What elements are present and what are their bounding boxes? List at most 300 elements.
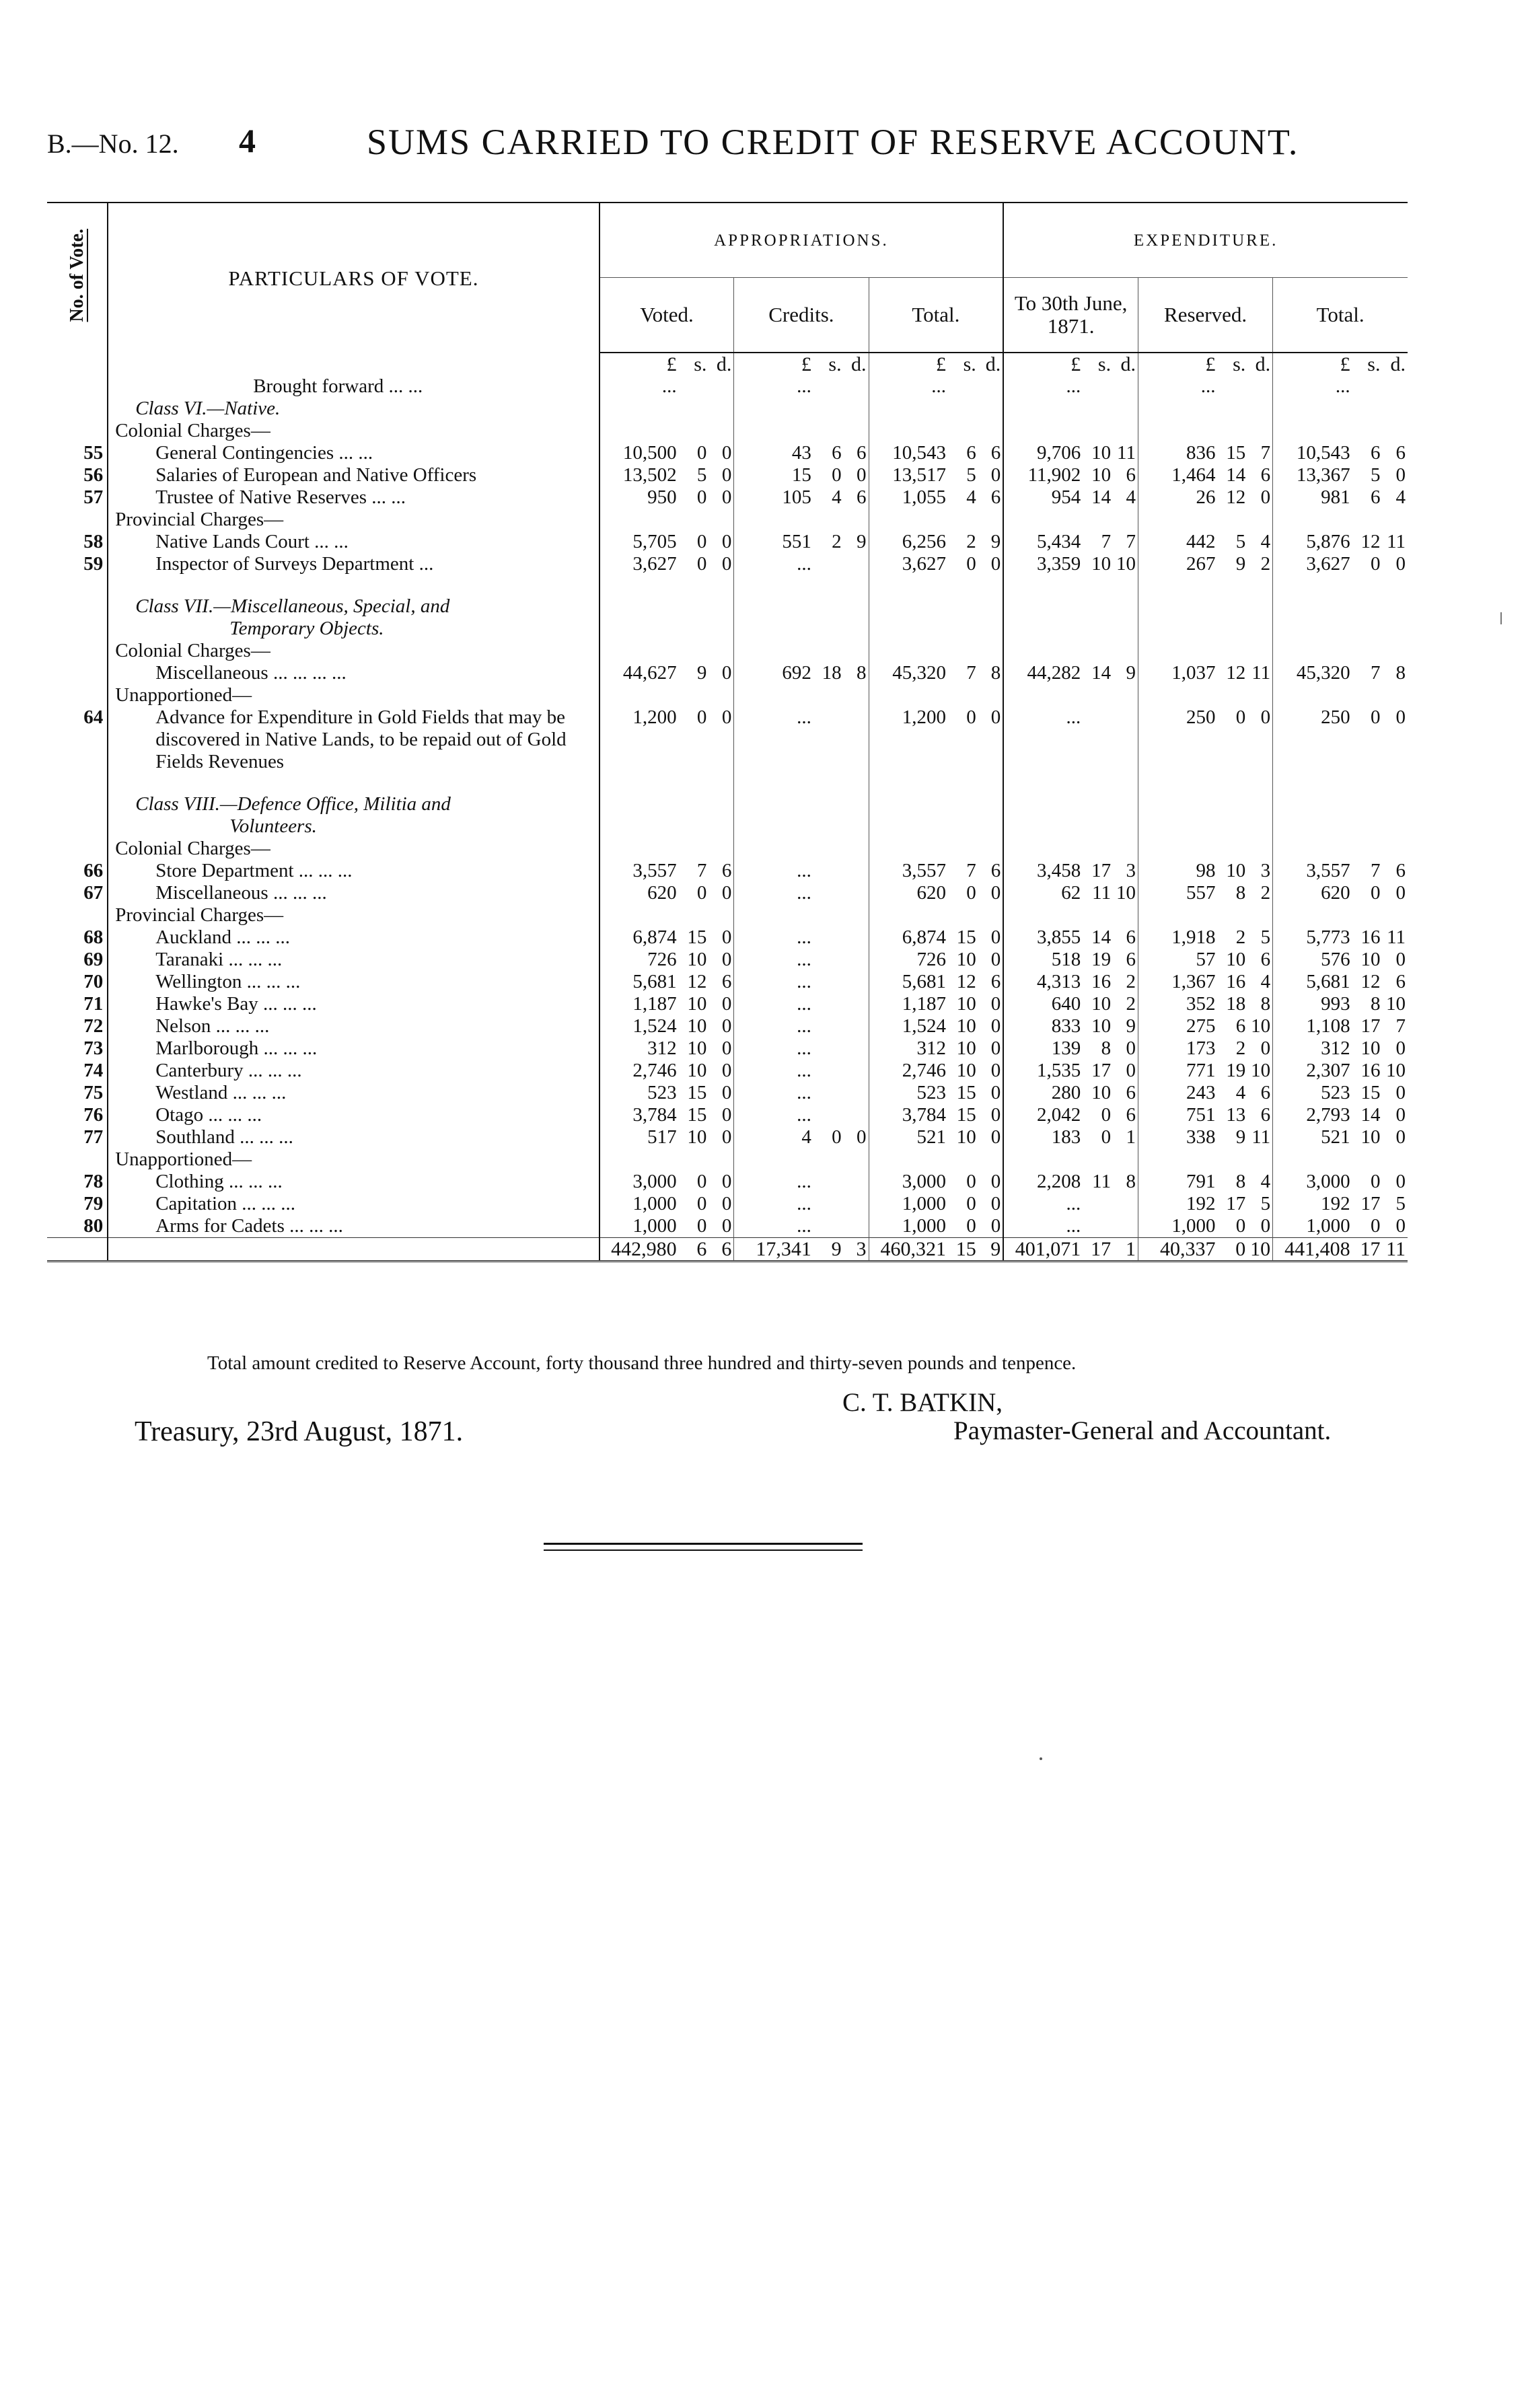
pounds-value: 3,784 [869,1104,950,1126]
pounds-value: 4,313 [1003,971,1085,993]
pounds-value: 3,557 [600,860,681,882]
table-row [47,1193,1408,1215]
vote-particulars: Southland ... ... ... [108,1126,599,1148]
pence-value: 6 [1395,971,1406,992]
pounds-value: 243 [1138,1082,1219,1104]
shillings-value: 0 [696,1171,707,1192]
table-row [47,662,1408,684]
shillings-value: 0 [696,553,707,575]
pence-value: 10 [1116,882,1136,904]
pounds-value: 45,320 [869,662,950,684]
pounds-value: 2,746 [600,1060,681,1082]
pence-value: 0 [1395,1082,1406,1103]
pounds-value: 620 [600,882,681,904]
empty-cell [734,684,815,706]
shillings-value: 2 [1235,926,1246,948]
vote-number: 68 [83,926,104,948]
pounds-value: 523 [869,1082,950,1104]
date-line: Treasury, 23rd August, 1871. [135,1416,464,1447]
shillings-value: 17 [1226,1193,1246,1214]
pound-unit: £ [1138,353,1219,375]
pence-value: 6 [1126,949,1136,970]
pence-value: 0 [1395,1171,1406,1192]
pence-value: 11 [1387,926,1406,948]
empty-cell [734,640,815,662]
vote-particulars: Inspector of Surveys Department ... [108,553,599,575]
class-heading-row [47,793,1408,815]
pounds-value: ... [734,971,815,993]
pounds-value: 3,855 [1003,926,1085,949]
table-row [47,1215,1408,1238]
shillings-value: 8 [1235,1171,1246,1192]
pence-value: 0 [1395,464,1406,486]
pence-value: 5 [1260,926,1271,948]
empty-cell [1219,815,1247,838]
empty-cell [1382,595,1408,618]
pounds-value: 11,902 [1003,464,1085,486]
pounds-value: ... [734,926,815,949]
pence-value: 5 [1395,1193,1406,1214]
total-pounds: 460,321 [869,1238,950,1262]
pence-value: 0 [721,1171,732,1192]
pounds-value: 2,042 [1003,1104,1085,1126]
pence-value: 0 [990,1193,1001,1214]
empty-cell [978,595,1003,618]
total-pounds: 401,071 [1003,1238,1085,1262]
empty-cell [1138,684,1219,706]
vote-number [47,375,108,398]
shillings-value [815,1193,844,1215]
pounds-value: ... [734,949,815,971]
empty-cell [1113,1148,1138,1171]
empty-cell [1138,904,1219,926]
pence-value [844,375,869,398]
pound-unit: £ [734,353,815,375]
empty-cell [600,815,681,838]
vote-number: 70 [83,971,104,992]
pounds-value: 9,706 [1003,442,1085,464]
empty-cell [950,595,978,618]
pounds-value: 1,000 [1138,1215,1219,1238]
pence-value: 4 [1260,531,1271,552]
pence-value: 6 [1126,1104,1136,1126]
pence-value: 0 [1260,1215,1271,1237]
shillings-value: 10 [1091,442,1112,464]
pounds-value: 105 [734,486,815,509]
empty-cell [1219,1148,1247,1171]
empty-cell [1219,684,1247,706]
category-row [47,904,1408,926]
empty-cell [1113,815,1138,838]
pence-value: 0 [990,706,1001,728]
pence-value: 8 [857,662,867,684]
empty-cell [1354,595,1383,618]
pounds-value: 521 [1273,1126,1354,1148]
pounds-value: 1,000 [869,1193,950,1215]
pounds-value: 275 [1138,1015,1219,1037]
pounds-value: 1,200 [600,706,681,773]
empty-cell [844,509,869,531]
empty-cell [600,398,681,420]
pence-value: 4 [1260,971,1271,992]
pound-unit: £ [1003,353,1085,375]
appropriation-total-header: Total. [869,278,1003,353]
pence-value: 7 [1395,1015,1406,1037]
pence-value [844,1060,869,1082]
empty-cell [600,904,681,926]
pence-value: 0 [990,926,1001,948]
shillings-value: 17 [1360,1015,1381,1037]
shillings-value [815,1171,844,1193]
empty-cell [1219,575,1247,595]
empty-cell [600,618,681,640]
total-pence: 11 [1382,1238,1408,1262]
pounds-value: 620 [869,882,950,904]
signatory-role: Paymaster-General and Accountant. [953,1416,1332,1445]
pounds-value: ... [734,1060,815,1082]
pence-value: 8 [1260,993,1271,1015]
empty-cell [1113,640,1138,662]
empty-cell [681,575,709,595]
empty-cell [1138,838,1219,860]
shillings-value: 0 [966,553,976,575]
empty-cell [1113,838,1138,860]
pounds-value: 57 [1138,949,1219,971]
pence-value [844,882,869,904]
shillings-value: 5 [1370,464,1381,486]
empty-cell [844,575,869,595]
empty-cell [1354,618,1383,640]
empty-cell [1273,595,1354,618]
pounds-value: 3,359 [1003,553,1085,575]
pounds-value: ... [1003,1215,1085,1238]
vote-particulars: Nelson ... ... ... [108,1015,599,1037]
pence-value [844,553,869,575]
empty-cell [844,640,869,662]
units-row [47,353,1408,375]
pounds-value: ... [734,1104,815,1126]
empty-cell [1219,595,1247,618]
empty-cell [1085,838,1113,860]
pounds-value: 620 [1273,882,1354,904]
empty-cell [1382,904,1408,926]
shilling-unit: s. [963,353,976,375]
empty-cell [708,398,733,420]
pounds-value: 3,458 [1003,860,1085,882]
pence-value: 0 [990,1171,1001,1192]
empty-cell [950,640,978,662]
shillings-value [815,1215,844,1238]
shillings-value: 6 [1370,486,1381,508]
table-row [47,949,1408,971]
pounds-value: 5,434 [1003,531,1085,553]
pence-value: 3 [1260,860,1271,881]
pounds-value: 192 [1273,1193,1354,1215]
page-number: 4 [239,122,256,159]
pence-value: 0 [721,1037,732,1059]
pounds-value: 98 [1138,860,1219,882]
charge-category: Colonial Charges— [108,420,599,442]
empty-cell [815,618,844,640]
table-row [47,1104,1408,1126]
pounds-value: 1,000 [1273,1215,1354,1238]
pence-value: 0 [990,949,1001,970]
shillings-value [815,882,844,904]
pence-value: 0 [857,464,867,486]
shilling-unit: s. [1367,353,1381,375]
pounds-value: ... [734,1015,815,1037]
pence-value: 0 [1260,486,1271,508]
empty-cell [1003,684,1085,706]
vote-particulars: Miscellaneous ... ... ... ... [108,662,599,684]
empty-cell [681,398,709,420]
shillings-value: 0 [1235,706,1246,728]
pounds-value: 280 [1003,1082,1085,1104]
pence-value: 0 [721,706,732,728]
pounds-value: 791 [1138,1171,1219,1193]
empty-cell [869,1148,950,1171]
pounds-value: 1,187 [869,993,950,1015]
empty-cell [978,838,1003,860]
vote-number-header: No. of Vote. [47,203,108,353]
pence-value: 0 [990,1126,1001,1148]
pounds-value: 523 [1273,1082,1354,1104]
empty-cell [978,1148,1003,1171]
empty-cell [681,595,709,618]
pound-unit: £ [1273,353,1354,375]
vote-number: 74 [83,1060,104,1081]
table-row [47,1126,1408,1148]
empty-cell [708,509,733,531]
vote-number: 79 [83,1193,104,1214]
pence-value: 6 [990,971,1001,992]
class-heading-row [47,815,1408,838]
class-heading: Class VII.—Miscellaneous, Special, and [108,595,599,618]
pence-value: 10 [1386,993,1406,1015]
vote-number: 59 [83,553,104,575]
shillings-value: 17 [1091,1060,1112,1081]
pence-value: 0 [721,949,732,970]
spacer-cell [47,575,108,595]
empty-cell [681,773,709,793]
pence-value: 6 [1126,1082,1136,1103]
pounds-value: 62 [1003,882,1085,904]
charge-category: Colonial Charges— [108,640,599,662]
pence-value: 0 [721,662,732,684]
shillings-value: 0 [1370,1171,1381,1192]
shillings-value: 8 [1235,882,1246,904]
empty-cell [1003,773,1085,793]
pounds-value: 692 [734,662,815,684]
shillings-value [815,1104,844,1126]
vote-particulars: General Contingencies ... ... [108,442,599,464]
pounds-value: 312 [869,1037,950,1060]
empty-cell [869,420,950,442]
shillings-value: 8 [1370,993,1381,1015]
table-row [47,860,1408,882]
shillings-value: 10 [1226,949,1246,970]
pence-value: 0 [721,993,732,1015]
pounds-value: ... [1138,375,1219,398]
shillings-value: 10 [687,1037,707,1059]
empty-cell [1354,509,1383,531]
empty-cell [1113,904,1138,926]
empty-cell [1247,1148,1272,1171]
pence-value: 0 [721,1215,732,1237]
pounds-value: 1,200 [869,706,950,773]
empty-cell [1273,773,1354,793]
empty-cell [1382,509,1408,531]
closing-rule [544,1543,863,1545]
shillings-value: 6 [966,442,976,464]
shillings-value: 10 [1091,993,1112,1015]
empty-cell [815,684,844,706]
charge-category: Unapportioned— [108,684,599,706]
empty-cell [1085,575,1113,595]
empty-cell [1085,509,1113,531]
pence-unit: d. [1120,353,1136,375]
empty-cell [978,684,1003,706]
pounds-value: 3,000 [600,1171,681,1193]
empty-cell [708,904,733,926]
print-speck [1040,1757,1042,1760]
empty-cell [1085,815,1113,838]
pounds-value: ... [734,1171,815,1193]
pence-value: 0 [1395,1104,1406,1126]
empty-cell [1138,595,1219,618]
shillings-value: 9 [1235,553,1246,575]
pounds-value: 1,000 [600,1193,681,1215]
shillings-value [1219,375,1247,398]
empty-cell [815,815,844,838]
shillings-value [815,553,844,575]
shillings-value: 0 [966,882,976,904]
empty-cell [815,420,844,442]
vote-number: 69 [83,949,104,970]
empty-cell [1138,398,1219,420]
empty-cell [869,618,950,640]
empty-cell [1219,398,1247,420]
pence-value: 0 [721,926,732,948]
shillings-value: 10 [687,1060,707,1081]
pounds-value: 45,320 [1273,662,1354,684]
empty-cell [1113,684,1138,706]
pence-value: 6 [990,442,1001,464]
pounds-value: 1,367 [1138,971,1219,993]
total-spacer [47,1238,108,1262]
pounds-value: 557 [1138,882,1219,904]
document-reference: B.—No. 12. [47,129,179,159]
pence-value: 0 [1395,1215,1406,1237]
table-row [47,926,1408,949]
pounds-value: 250 [1273,706,1354,773]
empty-cell [600,838,681,860]
pounds-value: 771 [1138,1060,1219,1082]
shillings-value: 16 [1360,926,1381,948]
pence-value: 2 [1126,971,1136,992]
pounds-value: 10,543 [1273,442,1354,464]
pence-value: 0 [721,1126,732,1148]
shillings-value: 15 [1360,1082,1381,1103]
pounds-value: 981 [1273,486,1354,509]
empty-cell [1247,904,1272,926]
charge-category: Provincial Charges— [108,509,599,531]
empty-cell [1247,509,1272,531]
empty-cell [708,838,733,860]
shillings-value: 7 [1370,860,1381,881]
empty-cell [1113,509,1138,531]
empty-cell [1113,793,1138,815]
total-pence: 6 [708,1238,733,1262]
pence-value: 0 [1395,882,1406,904]
pounds-value: 13,502 [600,464,681,486]
empty-cell [734,773,815,793]
pence-value: 6 [857,442,867,464]
empty-cell [815,595,844,618]
shillings-value: 11 [1092,1171,1112,1192]
empty-cell [869,575,950,595]
empty-cell [1382,420,1408,442]
appropriations-header: APPROPRIATIONS. [600,203,1004,278]
empty-cell [1273,684,1354,706]
pence-value: 0 [990,1104,1001,1126]
empty-cell [950,838,978,860]
empty-cell [600,773,681,793]
pounds-value: 833 [1003,1015,1085,1037]
pence-unit: d. [985,353,1001,375]
total-shillings: 15 [950,1238,978,1262]
shillings-value: 0 [966,706,976,728]
vote-particulars: Westland ... ... ... [108,1082,599,1104]
empty-cell [950,398,978,420]
empty-cell [844,773,869,793]
class-heading: Volunteers. [108,815,599,838]
empty-cell [1273,420,1354,442]
shillings-value: 7 [1370,662,1381,684]
total-shillings: 9 [815,1238,844,1262]
empty-cell [708,1148,733,1171]
pence-value: 0 [990,1060,1001,1081]
shillings-value: 10 [1091,1015,1112,1037]
pence-value: 0 [990,993,1001,1015]
empty-cell [1219,904,1247,926]
pounds-value: ... [734,553,815,575]
empty-cell [600,575,681,595]
pounds-value: 2,746 [869,1060,950,1082]
pence-unit: d. [1255,353,1271,375]
empty-cell [950,684,978,706]
totals-row [47,1238,1408,1262]
empty-cell [1247,815,1272,838]
shillings-value: 14 [1091,662,1112,684]
pounds-value: 640 [1003,993,1085,1015]
empty-cell [1219,420,1247,442]
class-heading-row [47,595,1408,618]
empty-cell [708,420,733,442]
table-row [47,1037,1408,1060]
pounds-value: ... [600,375,681,398]
shillings-value: 10 [687,993,707,1015]
pence-value: 8 [990,662,1001,684]
shillings-value: 17 [1360,1193,1381,1214]
shillings-value: 0 [1101,1104,1112,1126]
pence-value [844,1104,869,1126]
empty-cell [869,684,950,706]
shillings-value: 18 [1226,993,1246,1015]
empty-cell [950,815,978,838]
pence-value: 10 [1251,1015,1271,1037]
pounds-value: 267 [1138,553,1219,575]
